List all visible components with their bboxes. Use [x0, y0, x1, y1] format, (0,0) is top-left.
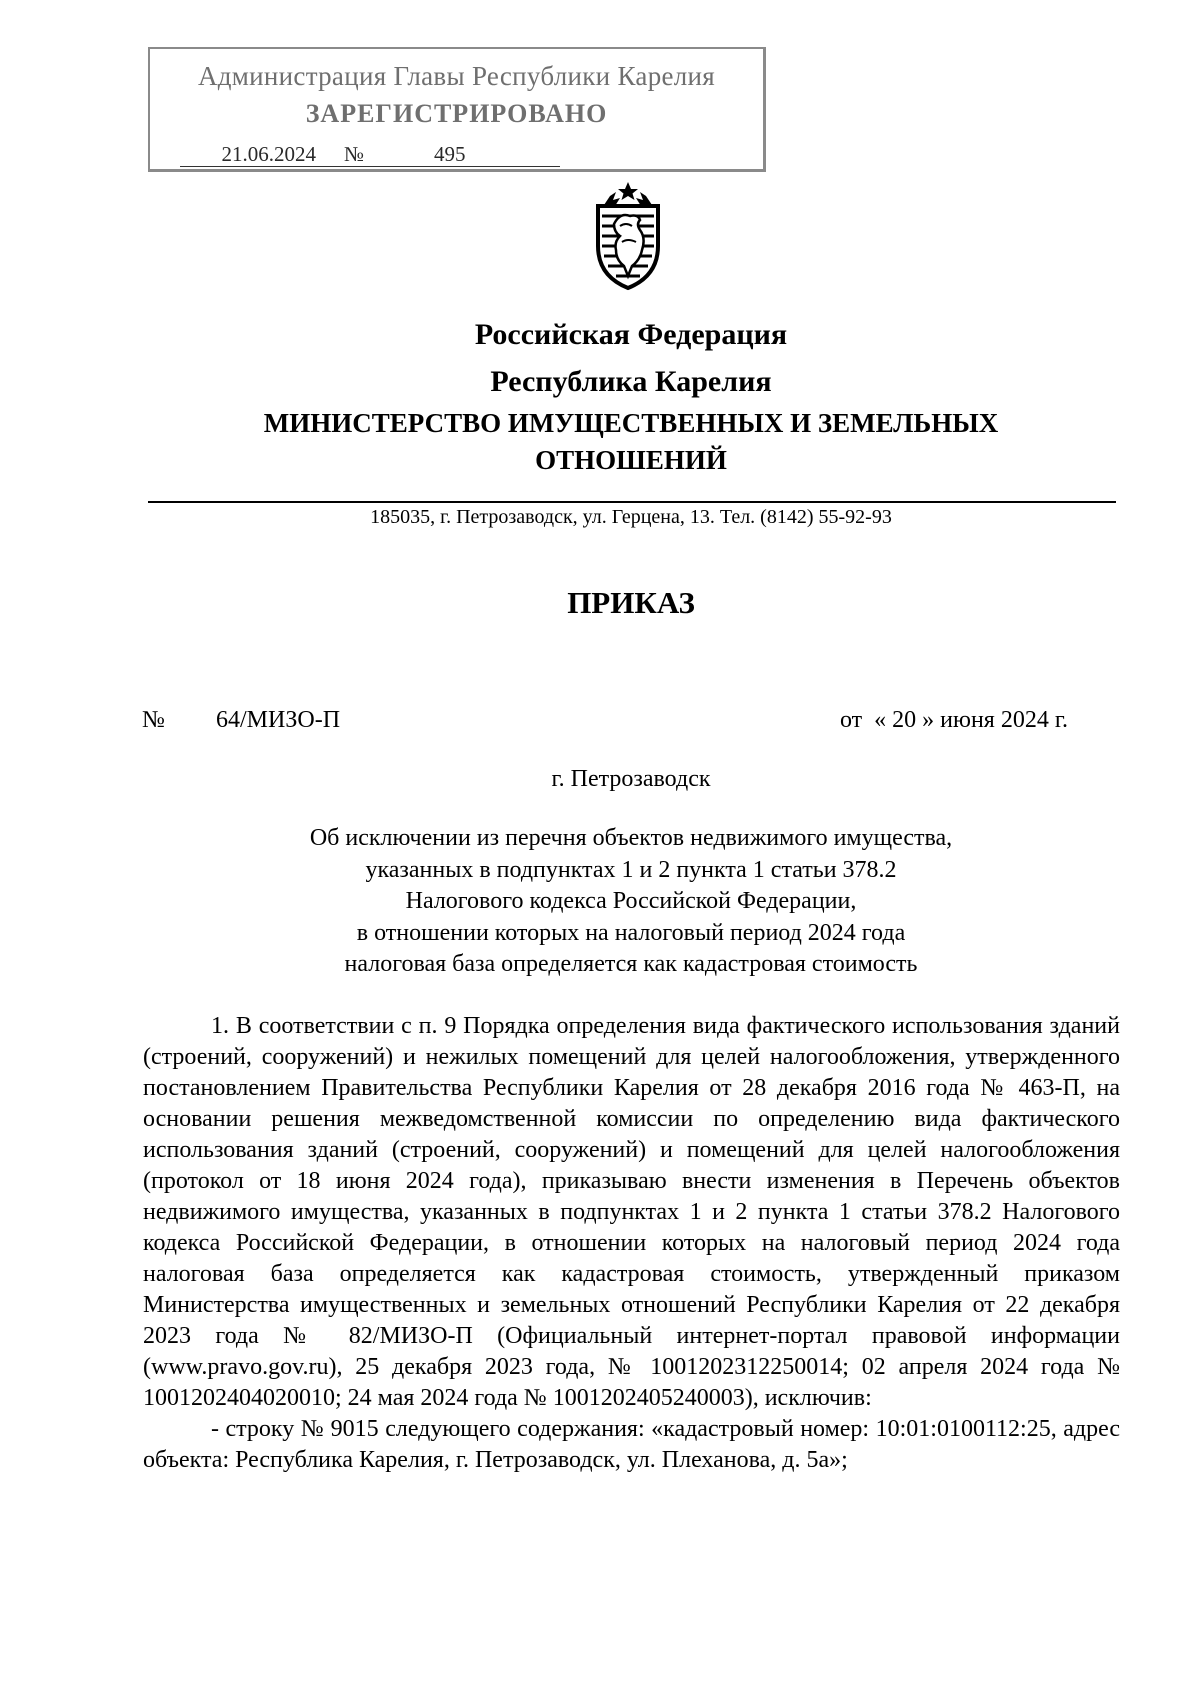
subject-line: указанных в подпунктах 1 и 2 пункта 1 статьи 378.2: [365, 856, 897, 883]
order-subject: [0, 823, 1200, 981]
registration-stamp: [148, 47, 766, 172]
stamp-number: 495: [364, 142, 560, 167]
ministry-name-line1: МИНИСТЕРСТВО ИМУЩЕСТВЕННЫХ И ЗЕМЕЛЬНЫХ: [263, 408, 999, 438]
stamp-number-label: №: [324, 142, 364, 167]
subject-line: налоговая база определяется как кадастровая стоимость: [344, 951, 918, 977]
stamp-authority: Администрация Главы Республики Карелия: [197, 61, 716, 91]
subject-line: Налогового кодекса Российской Федерации,: [405, 888, 857, 914]
subject-line: Об исключении из перечня объектов недвижимого имущества,: [309, 825, 953, 851]
order-number-label: №: [142, 707, 165, 733]
subject-line: в отношении которых на налоговый период 2024 года: [356, 919, 906, 946]
order-number: 64/МИЗО-П: [216, 707, 341, 733]
header-divider: [148, 501, 1116, 503]
stamp-date: 21.06.2024: [180, 142, 324, 167]
body-paragraph-1: 1. В соответствии с п. 9 Порядка определения вида фактического использования зданий (строений, сооружений) и нежилых помещений для целей налогообложения, утвержденного постановлением Правительства Республики Карелия от 28 декабря 2016 года № 463-П, на основании решения межведомственной комиссии по определению вида фактического использования зданий (строений, сооружений) и помещений для целей налогообложения (протокол от 18 июня 2024 года), приказываю внести изменения в Перечень объектов недвижимого имущества, указанных в подпунктах 1 и 2 пункта 1 статьи 378.2 Налогового кодекса Российской Федерации, в отношении которых на налоговый период 2024 года налоговая база определяется как кадастровая стоимость, утвержденный приказом Министерства имущественных и земельных отношений Республики Карелия от 22 декабря 2023 года № 82/МИЗО-П (Официальный интернет-портал правовой информации (www.pravo.gov.ru), 25 декабря 2023 года, № 1001202312250014; 02 апреля 2024 года № 1001202404020010; 24 мая 2024 года № 1001202405240003), исключив:: [143, 1013, 1120, 1411]
ministry-address: 185035, г. Петрозаводск, ул. Герцена, 13. Тел. (8142) 55-92-93: [370, 506, 892, 528]
ministry-name-line2: ОТНОШЕНИЙ: [535, 445, 727, 475]
order-body: [143, 1011, 1120, 1476]
coat-of-arms-icon: [580, 180, 676, 292]
ministry-name: [0, 405, 1200, 479]
order-city: г. Петрозаводск: [551, 766, 711, 792]
order-date: от « 20 » июня 2024 г.: [840, 707, 1068, 733]
stamp-registered: ЗАРЕГИСТРИРОВАНО: [305, 99, 608, 128]
document-title: ПРИКАЗ: [567, 585, 695, 620]
republic-name: Республика Карелия: [490, 365, 772, 398]
country-name: Российская Федерация: [474, 318, 788, 351]
body-paragraph-2: - строку № 9015 следующего содержания: «кадастровый номер: 10:01:0100112:25, адрес объекта: Республика Карелия, г. Петрозаводск, ул. Плеханова, д. 5а»;: [143, 1416, 1120, 1473]
